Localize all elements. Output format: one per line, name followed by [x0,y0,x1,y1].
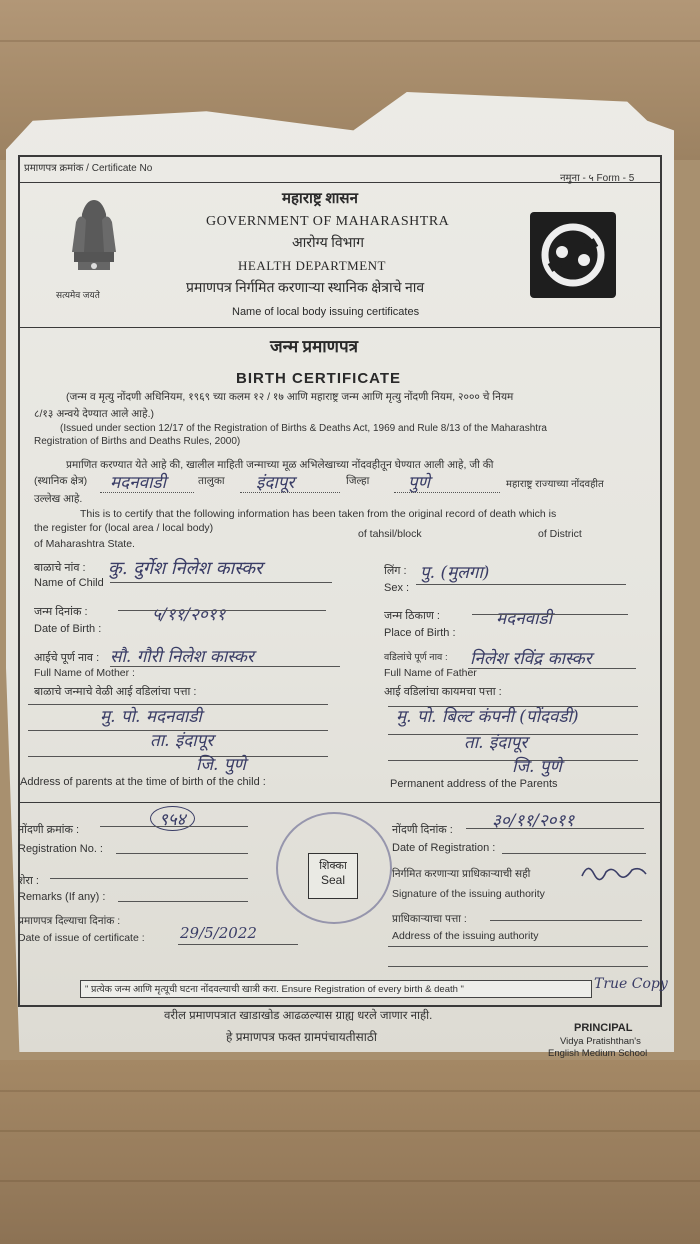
health-dept-logo-icon [530,212,616,298]
certify-local-area-label: (स्थानिक क्षेत्र) [34,475,88,487]
pob-value: मदनवाडी [496,609,552,629]
permanent-address-line2: ता. इंदापूर [464,733,528,753]
dob-value: ५/११/२०११ [152,605,226,625]
permanent-address-label-marathi: आई वडिलांचा कायमचा पत्ता : [384,686,502,698]
issued-marathi-line1: (जन्म व मृत्यु नोंदणी अधिनियम, १९६९ च्या कलम १२ / १७ आणि महाराष्ट्र जन्म आणि मृत्यु नोंदणी नियम, २००० चे नियम [66,391,514,403]
wood-grain [0,1180,700,1182]
mother-label-english: Full Name of Mother : [34,667,135,679]
taluka-value: इंदापूर [256,473,295,493]
principal-stamp-title: PRINCIPAL [574,1022,633,1034]
birth-address-line3: जि. पुणे [196,755,246,775]
form-number: नमुना - ५ Form - 5 [560,173,635,184]
field-line [110,582,332,583]
department-marathi: आरोग्य विभाग [292,236,364,251]
certify-end: उल्लेख आहे. [34,493,83,505]
title-english: BIRTH CERTIFICATE [236,370,402,387]
department-english: HEALTH DEPARTMENT [238,258,386,273]
title-marathi: जन्म प्रमाणपत्र [270,337,359,356]
local-area-value: मदनवाडी [110,473,166,493]
ashoka-emblem-icon [58,194,130,284]
table-surface-bottom [0,1060,700,1244]
field-line [416,584,626,585]
certify-district-label: जिल्हा [346,475,370,487]
true-copy-note: True Copy [594,976,668,992]
dotted-line [394,492,500,493]
issuing-body-marathi: प्रमाणपत्र निर्गमित करणाऱ्या स्थानिक क्षेत्राचे नाव [186,281,425,296]
certify-english-line1: This is to certify that the following information has been taken from the original record of death which is [80,508,557,520]
seal-label-marathi: शिक्का [319,860,347,872]
issue-date-label-english: Date of issue of certificate : [18,932,145,944]
certify-english-line2a: the register for (local area / local body) [34,522,214,534]
birth-address-line2: ता. इंदापूर [150,731,214,751]
registration-number-label-marathi: नोंदणी क्रमांक : [18,824,80,836]
government-english: GOVERNMENT OF MAHARASHTRA [206,214,450,229]
sex-value: पु. (मुलगा) [420,563,490,583]
signature-label-marathi: निर्गमित करणाऱ्या प्राधिकाऱ्याची सही [392,868,531,880]
header-divider [20,182,660,183]
wood-grain [0,40,700,42]
issue-date-label-marathi: प्रमाणपत्र दिल्याचा दिनांक : [18,915,121,927]
field-line [468,668,636,669]
field-line [28,756,328,757]
wood-grain [0,1130,700,1132]
seal-label-english: Seal [320,873,346,887]
footnote-box [80,980,592,998]
authority-address-label-marathi: प्राधिकाऱ्याचा पत्ता : [392,913,467,925]
header-bottom-divider [20,327,660,328]
registration-date-value: ३०/११/२०११ [492,811,575,831]
registration-number-value: ९५४ [150,806,195,831]
certify-english-line2b: of tahsil/block [358,528,422,540]
registration-number-label-english: Registration No. : [18,843,103,855]
authority-address-label-english: Address of the issuing authority [392,930,539,942]
field-line [472,614,628,615]
registration-divider [20,802,660,803]
permanent-address-label-english: Permanent address of the Parents [390,778,558,790]
field-line [100,826,248,827]
pob-label-marathi: जन्म ठिकाण : [384,610,440,622]
issued-english-line2: Registration of Births and Deaths Rules, 2000) [34,436,241,447]
father-name-value: निलेश रविंद्र कास्कर [470,649,592,669]
field-line [490,920,642,921]
emblem-caption: सत्यमेव जयते [56,290,100,300]
registration-date-label-english: Date of Registration : [392,842,496,854]
certify-taluka-label: तालुका [198,475,225,487]
father-label-english: Full Name of Father [384,667,477,679]
child-name-label-english: Name of Child [34,577,104,589]
dotted-line [100,492,194,493]
remarks-label-marathi: शेरा : [18,875,39,887]
wood-grain [0,1090,700,1092]
certify-state-label: महाराष्ट्र राज्याच्या नोंदवहीत [506,479,604,490]
government-marathi: महाराष्ट्र शासन [282,191,358,207]
field-line [110,666,340,667]
issuing-body-english: Name of local body issuing certificates [232,306,420,318]
mother-name-value: सौ. गौरी निलेश कास्कर [110,647,254,667]
principal-stamp-line2: English Medium School [548,1048,648,1059]
authority-signature [580,860,650,888]
field-line [388,966,648,967]
issued-marathi-line2: ८/१३ अन्वये देण्यात आले आहे.) [34,408,154,420]
footnote-text: " प्रत्येक जन्म आणि मृत्यूची घटना नोंदवल्याची खात्री करा. Ensure Registration of every birth & death " [85,984,464,995]
dob-label-english: Date of Birth : [34,623,102,635]
seal-box [308,853,358,899]
field-line [466,828,644,829]
certificate-number-label: प्रमाणपत्र क्रमांक / Certificate No [24,163,153,174]
tamper-warning: वरील प्रमाणपत्रात खाडाखोड आढळल्यास ग्राह्य धरले जाणार नाही. [164,1010,433,1022]
sex-label-marathi: लिंग : [384,565,407,577]
field-line [118,901,248,902]
field-line [388,946,648,947]
issue-date-value: 29/5/2022 [180,924,257,942]
gram-panchayat-note: हे प्रमाणपत्र फक्त ग्रामपंचायतीसाठी [226,1030,377,1044]
permanent-address-line3: जि. पुणे [512,757,562,777]
certify-english-line3: of Maharashtra State. [34,538,135,550]
remarks-label-english: Remarks (If any) : [18,891,106,903]
field-line [116,853,248,854]
issued-english-line1: (Issued under section 12/17 of the Registration of Births & Deaths Act, 1969 and Rule 8/13 of the Maharashtra [60,423,547,434]
sex-label-english: Sex : [384,582,410,594]
permanent-address-line1: मु. पो. बिल्ट कंपनी (पोंदवडी) [396,707,579,727]
field-line [50,878,248,879]
birth-address-label-english: Address of parents at the time of birth of the child : [20,776,266,788]
father-label-marathi: वडिलांचे पूर्ण नाव : [384,652,448,663]
child-name-label-marathi: बाळाचे नांव : [34,562,86,574]
field-line [502,853,646,854]
certify-marathi-line1: प्रमाणित करण्यात येते आहे की, खालील माहिती जन्माच्या मूळ अभिलेखाच्या नोंदवहीतून घेण्यात आली आहे, जी की [66,459,494,471]
mother-label-marathi: आईचे पूर्ण नाव : [34,652,100,664]
birth-address-line1: मु. पो. मदनवाडी [100,707,202,727]
pob-label-english: Place of Birth : [384,627,456,639]
signature-label-english: Signature of the issuing authority [392,888,545,900]
dob-label-marathi: जन्म दिनांक : [34,606,88,618]
certify-english-line2c: of District [538,528,582,540]
child-name-value: कु. दुर्गेश निलेश कास्कर [108,558,263,579]
field-line [178,944,298,945]
district-value: पुणे [408,473,430,493]
principal-stamp-line1: Vidya Pratishthan's [560,1036,641,1047]
birth-address-label-marathi: बाळाचे जन्माचे वेळी आई वडिलांचा पत्ता : [34,686,197,698]
dotted-line [240,492,340,493]
field-line [118,610,326,611]
registration-date-label-marathi: नोंदणी दिनांक : [392,824,453,836]
